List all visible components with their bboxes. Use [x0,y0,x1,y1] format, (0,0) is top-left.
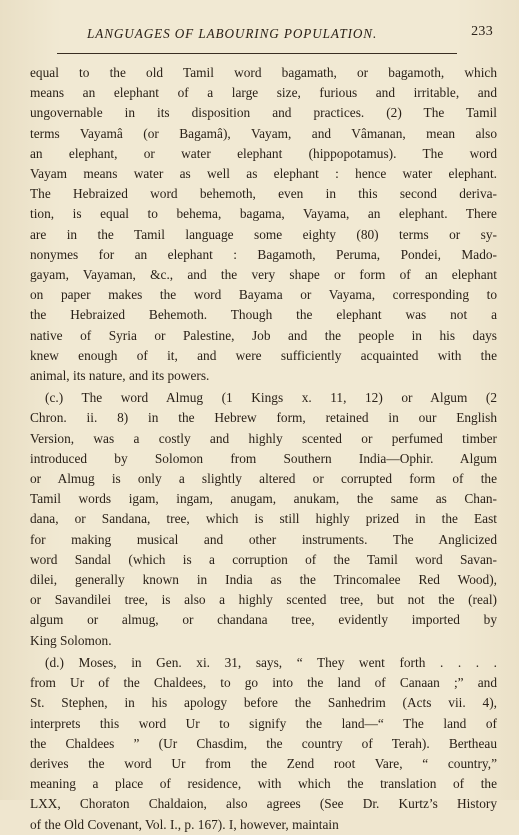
text-line: means an elephant of a large size, furious and irritable, and [30,85,497,101]
text-line: or Savandilei tree, is also a highly scented tree, but not the (real) [30,592,497,608]
text-line: are in the Tamil language some eighty (80) terms or sy- [30,226,497,242]
text-line: of the Old Covenant, Vol. I., p. 167). I, however, maintain [30,816,339,832]
text-line: dilei, generally known in India as the Trincomalee Red Wood), [30,572,497,588]
text-line: Chron. ii. 8) in the Hebrew form, retained in our English [30,410,497,426]
text-line: Tamil words igam, ingam, anugam, anukam, the same as Chan- [30,491,497,507]
text-line: dana, or Sandana, tree, which is still highly prized in the East [30,511,497,527]
text-line: word Sandal (which is a corruption of the Tamil word Savan- [30,551,497,567]
text-line: animal, its nature, and its powers. [30,368,210,384]
text-line: LXX, Choraton Chaldaion, also agrees (See Dr. Kurtz’s History [30,796,497,812]
paragraph-behemoth [30,63,497,386]
paragraph-almug [30,388,497,651]
text-line: tion, is equal to behema, bagama, Vayama, an elephant. There [30,206,497,222]
text-line: the Chaldees ” (Ur Chasdim, the country of Terah). Bertheau [30,735,497,751]
text-line: the Hebraized Behemoth. Though the elephant was not a [30,307,497,323]
text-line: derives the word Ur from the Zend root Vare, “ country,” [30,755,497,771]
page-header [30,26,497,44]
text-line: King Solomon. [30,632,112,648]
text-line: meaning a place of residence, with which the translation of the [30,776,497,792]
text-line: from Ur of the Chaldees, to go into the land of Canaan ;” and [30,675,497,691]
text-line: Vayam means water as well as elephant : hence water elephant. [30,166,497,182]
text-line: ungovernable in its disposition and practices. (2) The Tamil [30,105,497,121]
text-line: introduced by Solomon from Southern India—Ophir. Algum [30,450,497,466]
text-line: (d.) Moses, in Gen. xi. 31, says, “ They went forth . . . . [45,654,497,670]
text-line: knew enough of it, and were sufficiently acquainted with the [30,347,497,363]
header-rule [57,53,457,54]
running-head: LANGUAGES OF LABOURING POPULATION. [87,26,378,41]
text-line: (c.) The word Almug (1 Kings x. 11, 12) or Algum (2 [45,390,497,406]
text-line: terms Vayamâ (or Bagamâ), Vayam, and Vâmanan, mean also [30,125,497,141]
text-line: on paper makes the word Bayama or Vayama, corresponding to [30,287,497,303]
text-line: St. Stephen, in his apology before the Sanhedrim (Acts vii. 4), [30,695,497,711]
text-line: native of Syria or Palestine, Job and the people in his days [30,327,497,343]
text-line: for making musical and other instruments. The Anglicized [30,531,497,547]
text-line: equal to the old Tamil word bagamath, or bagamoth, which [30,65,497,80]
text-line: nonymes for an elephant : Bagamoth, Peruma, Pondei, Mado- [30,246,497,262]
text-line: or Almug is only a slightly altered or corrupted form of the [30,471,497,487]
text-line: The Hebraized word behemoth, even in this second deriva- [30,186,497,202]
body-text [30,63,497,835]
text-line: an elephant, or water elephant (hippopotamus). The word [30,145,497,161]
text-line: Version, was a costly and highly scented or perfumed timber [30,430,497,446]
page-number: 233 [471,24,493,39]
text-line: interprets this word Ur to signify the land—“ The land of [30,715,497,731]
text-line: algum or almug, or chandana tree, evidently imported by [30,612,497,628]
text-line: gayam, Vayaman, &c., and the very shape or form of an elephant [30,267,497,283]
paragraph-ur [30,653,497,835]
